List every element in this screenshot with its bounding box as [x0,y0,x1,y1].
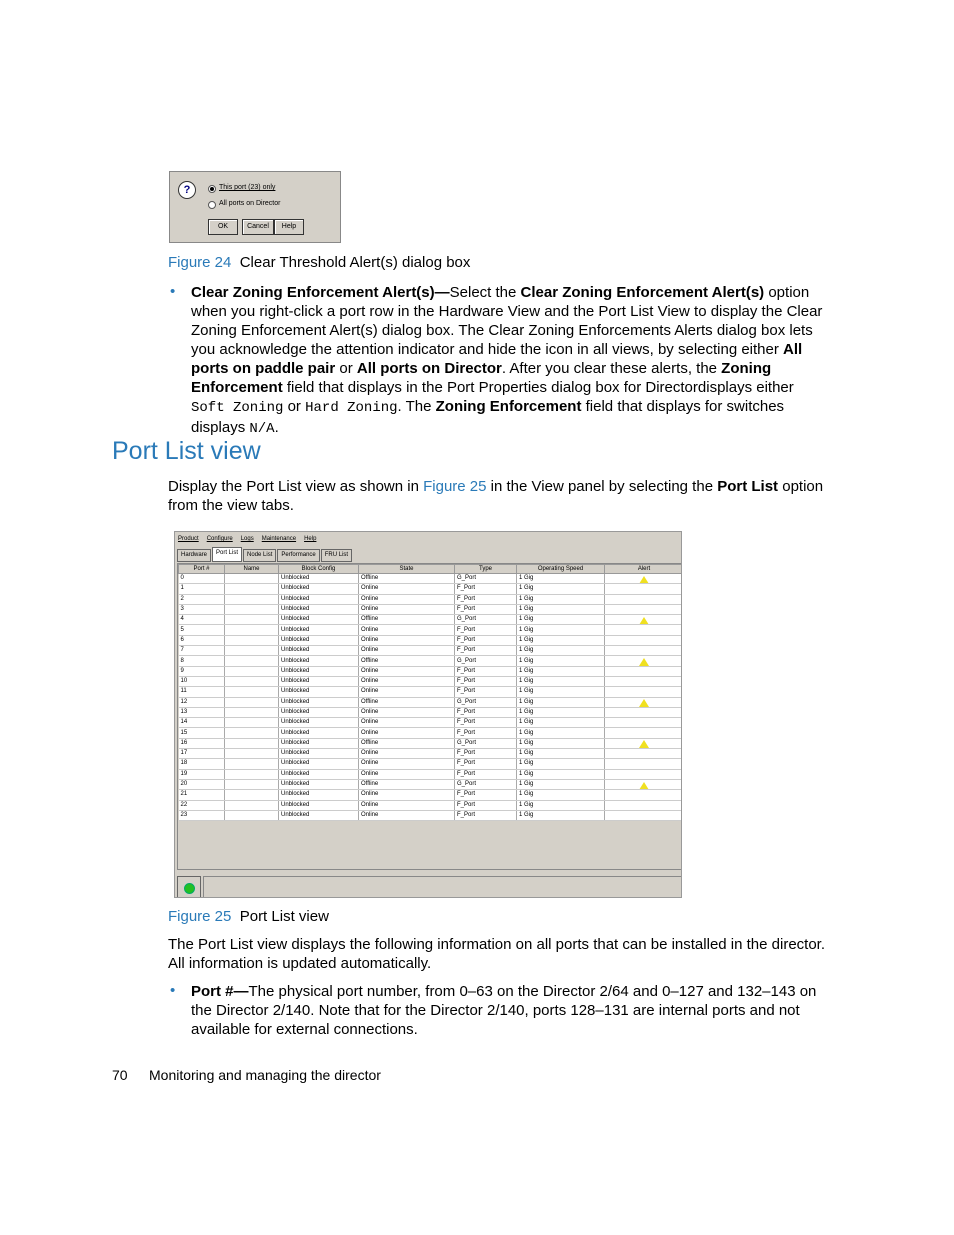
table-cell: F_Port [455,749,517,759]
table-cell [225,707,279,717]
table-row[interactable] [179,697,683,707]
table-cell: 1 Gig [517,584,605,594]
table-cell: Unblocked [279,635,359,645]
warning-icon [639,699,649,707]
table-cell: Offline [359,656,455,666]
text: The physical port number, from 0–63 on the Director 2/64 and 0–127 and 132–143 on the Director 2/140. Note that for the Director 2/140, ports 128–131 are internal ports and not available for external connections. [191,983,817,1038]
table-cell: 1 Gig [517,697,605,707]
table-cell: Unblocked [279,759,359,769]
table-cell: 1 Gig [517,604,605,614]
table-row[interactable] [179,800,683,810]
table-cell: 1 Gig [517,676,605,686]
table-row[interactable] [179,769,683,779]
menu-configure[interactable]: Configure [206,536,233,542]
table-cell: 1 Gig [517,687,605,697]
table-cell: 20 [179,779,225,789]
table-cell [225,718,279,728]
table-cell [605,635,683,645]
table-row[interactable] [179,656,683,666]
table-cell: 18 [179,759,225,769]
table-cell: 5 [179,625,225,635]
status-ok-icon [184,883,195,894]
table-cell: Unblocked [279,604,359,614]
table-cell: 1 Gig [517,800,605,810]
status-bar [177,876,681,897]
table-cell [605,615,683,625]
table-cell: 1 Gig [517,646,605,656]
table-cell: 1 Gig [517,790,605,800]
table-cell [605,687,683,697]
table-cell: F_Port [455,584,517,594]
table-cell: F_Port [455,646,517,656]
text: Zoning Enforcement [435,398,582,415]
table-cell: G_Port [455,697,517,707]
footer-title: Monitoring and managing the director [149,1067,381,1083]
table-row[interactable] [179,718,683,728]
tab-hardware[interactable]: Hardware [177,549,211,562]
question-icon: ? [178,181,196,199]
table-cell: 9 [179,666,225,676]
table-cell: Unblocked [279,594,359,604]
column-header[interactable]: Type [455,565,517,574]
table-cell: 19 [179,769,225,779]
text: Zoning Enforcement [191,360,772,396]
table-cell: Online [359,594,455,604]
table-cell [605,656,683,666]
table-cell: Unblocked [279,584,359,594]
table-cell [605,697,683,707]
table-cell: Online [359,635,455,645]
intro-paragraph [168,477,828,515]
table-cell [225,574,279,584]
table-cell: Online [359,728,455,738]
table-cell: F_Port [455,666,517,676]
table-cell: 2 [179,594,225,604]
table-cell [225,676,279,686]
table-row[interactable] [179,687,683,697]
ok-button[interactable]: OK [208,219,238,235]
table-cell: 10 [179,676,225,686]
bullet-dot: • [170,982,176,999]
table-cell: F_Port [455,676,517,686]
table-cell: 1 [179,584,225,594]
table-cell: 1 Gig [517,728,605,738]
table-cell [605,749,683,759]
column-header[interactable]: Block Config [279,565,359,574]
table-row[interactable] [179,728,683,738]
table-cell: F_Port [455,759,517,769]
text: Select the [449,284,521,301]
table-cell: G_Port [455,738,517,748]
table-cell: 11 [179,687,225,697]
table-cell [225,749,279,759]
code: Soft Zoning [191,400,284,416]
table-cell: F_Port [455,800,517,810]
view-tabs [177,549,352,562]
table-cell: Unblocked [279,769,359,779]
figure-24-text: Clear Threshold Alert(s) dialog box [239,254,471,271]
text: field that displays in the Port Properties dialog box for Directordisplays either [282,379,794,396]
column-header[interactable]: Port # [179,565,225,574]
table-row[interactable] [179,676,683,686]
table-row[interactable] [179,790,683,800]
tab-port-list[interactable]: Port List [212,547,242,562]
radio-all-ports[interactable] [208,201,216,209]
text: in the View panel by selecting the [486,478,718,495]
table-cell: Online [359,646,455,656]
table-cell: 1 Gig [517,738,605,748]
table-cell: Unblocked [279,707,359,717]
column-header[interactable]: Alert [605,565,683,574]
table-cell: 1 Gig [517,635,605,645]
bullet-dot: • [170,283,176,300]
table-cell: 1 Gig [517,759,605,769]
menu-bar [175,532,682,546]
text: Display the Port List view as shown in [168,478,424,495]
table-cell: G_Port [455,574,517,584]
table-cell: 1 Gig [517,769,605,779]
table-row[interactable] [179,625,683,635]
table-cell [225,779,279,789]
table-cell [225,646,279,656]
table-row[interactable] [179,810,683,820]
table-cell: Online [359,676,455,686]
table-cell: F_Port [455,687,517,697]
table-cell: Unblocked [279,656,359,666]
table-cell: Unblocked [279,625,359,635]
table-cell: G_Port [455,656,517,666]
status-led-box [177,876,201,898]
table-cell: Offline [359,574,455,584]
text: option when you right-click a port row in the Hardware View and the Port List View to display the Clear Zoning Enforcement Alert(s) dialog box. The Clear Zoning Enforcements Alerts dialog box lets you acknowledge the attention indicator and hide the icon in all views, by selecting either [191,284,823,358]
table-cell [225,728,279,738]
table-cell: F_Port [455,594,517,604]
figure-24-caption [168,253,470,272]
table-cell: 1 Gig [517,594,605,604]
table-cell [605,790,683,800]
table-cell: F_Port [455,810,517,820]
text: Clear Zoning Enforcement Alert(s) [520,284,765,301]
table-cell: Offline [359,697,455,707]
table-cell: Offline [359,738,455,748]
menu-maintenance[interactable]: Maintenance [261,536,297,542]
table-cell: 23 [179,810,225,820]
column-header[interactable]: Operating Speed [517,565,605,574]
table-cell [225,604,279,614]
table-cell [605,728,683,738]
tab-node-list[interactable]: Node List [243,549,276,562]
table-cell [605,810,683,820]
table-cell: 22 [179,800,225,810]
table-row[interactable] [179,604,683,614]
table-cell [605,574,683,584]
table-cell [225,666,279,676]
table-cell: Unblocked [279,687,359,697]
table-cell: Online [359,604,455,614]
text: . After you clear these alerts, the [501,360,722,377]
table-cell [225,687,279,697]
table-row[interactable] [179,574,683,584]
table-cell [605,707,683,717]
table-cell: G_Port [455,615,517,625]
table-cell: F_Port [455,769,517,779]
page-number: 70 [112,1067,128,1083]
menu-logs[interactable]: Logs [240,536,254,542]
table-cell: F_Port [455,790,517,800]
text: . The [397,398,436,415]
table-cell [605,759,683,769]
figure-24-label: Figure 24 [168,254,232,271]
table-row[interactable] [179,666,683,676]
radio-this-port-label: This port (23) only [219,184,276,191]
table-cell: F_Port [455,707,517,717]
table-cell: Offline [359,779,455,789]
radio-all-ports-label: All ports on Director [219,200,281,207]
table-cell: F_Port [455,718,517,728]
table-cell: 16 [179,738,225,748]
table-row[interactable] [179,584,683,594]
table-cell [605,594,683,604]
table-row[interactable] [179,779,683,789]
table-cell: Unblocked [279,790,359,800]
table-cell [225,697,279,707]
table-cell: Online [359,810,455,820]
figure-25-label: Figure 25 [168,908,232,925]
table-row[interactable] [179,749,683,759]
table-cell [225,738,279,748]
table-cell: 1 Gig [517,779,605,789]
table-cell: Online [359,625,455,635]
table-cell [605,718,683,728]
clear-alert-dialog [169,171,341,243]
table-cell: 12 [179,697,225,707]
warning-icon [639,576,649,584]
figure-25-text: Port List view [239,908,329,925]
table-cell [225,769,279,779]
table-cell: Online [359,687,455,697]
table-row[interactable] [179,635,683,645]
table-cell [605,676,683,686]
text: field that displays for switches displays [191,398,785,436]
warning-icon [639,658,649,666]
figure-25-link[interactable]: Figure 25 [423,478,487,495]
tab-performance[interactable]: Performance [277,549,319,562]
table-cell: Unblocked [279,728,359,738]
table-cell: 1 Gig [517,625,605,635]
table-cell: 1 Gig [517,656,605,666]
table-cell: 1 Gig [517,615,605,625]
table-cell: Online [359,800,455,810]
table-cell: 17 [179,749,225,759]
warning-icon [639,617,649,625]
column-header[interactable]: Name [225,565,279,574]
table-row[interactable] [179,759,683,769]
text: or [283,398,306,415]
port-list-screenshot [174,531,682,898]
table-cell [225,635,279,645]
table-cell: Online [359,790,455,800]
table-cell: 0 [179,574,225,584]
tab-fru-list[interactable]: FRU List [321,549,352,562]
table-cell: 4 [179,615,225,625]
table-cell: F_Port [455,625,517,635]
menu-product[interactable]: Product [178,536,199,542]
bullet-clear-zoning [191,283,827,439]
text: . [274,419,279,436]
table-cell: Unblocked [279,810,359,820]
table-cell [225,594,279,604]
table-cell: Unblocked [279,666,359,676]
table-cell: 1 Gig [517,718,605,728]
table-cell: 13 [179,707,225,717]
table-cell: Online [359,707,455,717]
table-cell: 7 [179,646,225,656]
table-cell: 1 Gig [517,749,605,759]
radio-this-port[interactable] [208,185,216,193]
text: Port List [717,478,779,495]
table-cell: Unblocked [279,574,359,584]
table-cell [605,738,683,748]
table-cell: Offline [359,615,455,625]
table-cell: 21 [179,790,225,800]
table-row[interactable] [179,707,683,717]
table-cell [225,759,279,769]
table-cell [605,666,683,676]
table-row[interactable] [179,738,683,748]
table-cell: G_Port [455,779,517,789]
table-cell: Unblocked [279,676,359,686]
table-cell: Online [359,584,455,594]
table-cell [605,779,683,789]
table-cell: Unblocked [279,646,359,656]
section-heading: Port List view [112,437,261,465]
status-field [203,876,682,898]
table-cell: 6 [179,635,225,645]
table-cell: Unblocked [279,738,359,748]
table-row[interactable] [179,646,683,656]
bullet-term: Port #— [191,983,249,1000]
table-cell: Online [359,718,455,728]
help-button[interactable]: Help [274,219,304,235]
table-cell: Online [359,749,455,759]
table-cell [225,625,279,635]
menu-help[interactable]: Help [304,536,317,542]
table-cell: 3 [179,604,225,614]
table-cell [605,604,683,614]
text: option from the view tabs. [168,478,824,514]
table-cell [605,584,683,594]
info-paragraph: The Port List view displays the following information on all ports that can be installed in the director. All information is updated automatically. [168,936,826,972]
table-cell [605,769,683,779]
table-cell: 15 [179,728,225,738]
figure-25-caption [168,907,329,926]
table-cell: Unblocked [279,800,359,810]
table-cell [225,800,279,810]
table-cell [225,615,279,625]
table-cell [225,810,279,820]
table-row[interactable] [179,615,683,625]
table-cell: Unblocked [279,779,359,789]
text: or [335,360,357,377]
port-table [177,563,682,870]
bullet-term: Clear Zoning Enforcement Alert(s)— [191,284,450,301]
table-cell: Online [359,759,455,769]
table-cell: F_Port [455,728,517,738]
table-cell: F_Port [455,604,517,614]
table-cell: 1 Gig [517,574,605,584]
table-cell: Online [359,666,455,676]
table-cell: 8 [179,656,225,666]
table-cell [605,646,683,656]
table-cell: Unblocked [279,718,359,728]
table-cell: F_Port [455,635,517,645]
table-cell [225,656,279,666]
code: Hard Zoning [305,400,398,416]
table-row[interactable] [179,594,683,604]
text: All ports on Director [356,360,502,377]
table-cell [225,790,279,800]
table-cell: Unblocked [279,697,359,707]
text: All ports on paddle pair [191,341,803,377]
table-cell: 14 [179,718,225,728]
warning-icon [639,740,649,748]
table-cell: 1 Gig [517,810,605,820]
cancel-button[interactable]: Cancel [242,219,274,235]
table-cell [605,625,683,635]
column-header[interactable]: State [359,565,455,574]
table-cell: Unblocked [279,615,359,625]
table-cell: Online [359,769,455,779]
code: N/A [249,421,275,437]
table-cell [225,584,279,594]
table-header [179,565,683,574]
table-cell: 1 Gig [517,707,605,717]
table-cell: Unblocked [279,749,359,759]
bullet-port-number [191,982,831,1039]
table-cell [605,800,683,810]
warning-icon [639,782,649,790]
table-cell: 1 Gig [517,666,605,676]
